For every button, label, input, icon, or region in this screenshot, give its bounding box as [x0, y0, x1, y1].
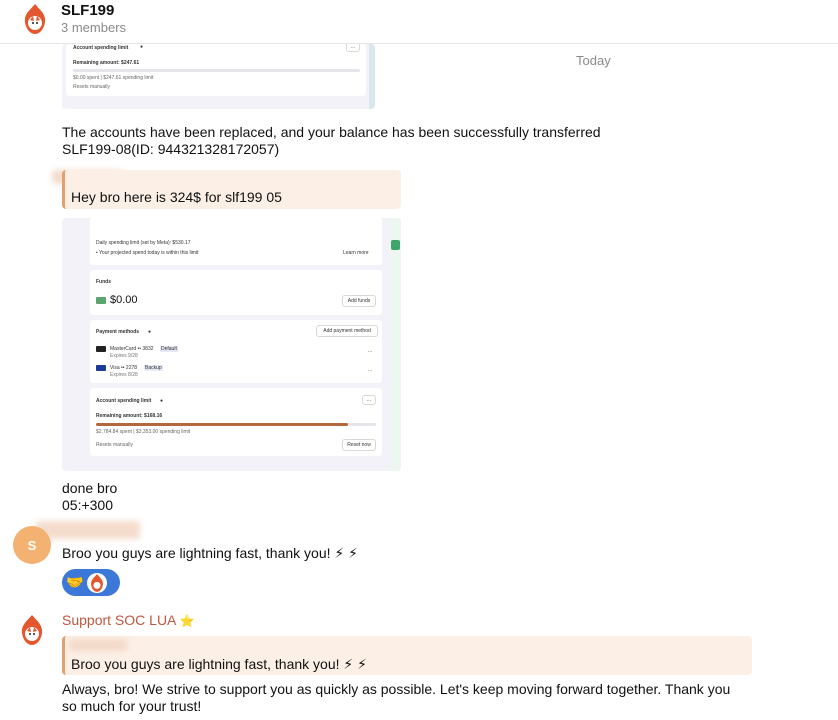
user-avatar[interactable]: S — [13, 526, 51, 564]
add-payment-button: Add payment method — [316, 325, 378, 337]
card1-menu: ... — [368, 348, 373, 354]
star-badge-icon: ⭐ — [179, 614, 195, 628]
info-icon: ● — [140, 44, 144, 50]
spent-text: $2,784.84 spent | $3,353.00 spending limit — [96, 429, 191, 435]
date-label: Today — [576, 53, 611, 68]
card1-expiry: Expires 9/28 — [110, 353, 138, 359]
quoted-text: Broo you guys are lightning fast, thank you! ⚡ ⚡ — [71, 656, 367, 672]
daily-limit-card — [90, 218, 382, 265]
reply-text: Hey bro here is 324$ for slf199 05 — [71, 189, 282, 205]
card1-badge: Default — [161, 346, 177, 352]
visa-icon — [96, 365, 106, 371]
screenshot-side-strip — [369, 44, 375, 109]
handshake-icon: 🤝 — [66, 574, 84, 590]
limit-progress-bar — [73, 69, 360, 72]
limit-title: Account spending limit — [73, 45, 129, 51]
learn-more-link: Learn more — [343, 250, 369, 256]
limit-progress-bar — [96, 423, 376, 426]
chat-header — [0, 0, 838, 44]
payment-methods-label: Payment methods — [96, 329, 140, 335]
sender-name-text: Support SOC LUA — [62, 612, 176, 628]
card2-expiry: Expires 8/28 — [110, 372, 138, 378]
blurred-sender-name — [36, 521, 140, 539]
remaining-amount: Remaining amount: $247.61 — [73, 60, 140, 66]
message-line: so much for your trust! — [62, 698, 202, 714]
daily-limit-text: Daily spending limit (set by Meta): $530.17 — [96, 240, 191, 246]
chat-title[interactable]: SLF199 — [61, 2, 115, 19]
message-line: The accounts have been replaced, and your balance has been successfully transferred — [62, 124, 601, 140]
funds-value: $0.00 — [110, 294, 138, 306]
attached-screenshot-2[interactable] — [62, 218, 401, 471]
blurred-quoted-name — [69, 639, 127, 651]
card2-badge: Backup — [145, 365, 162, 371]
projected-text: • Your projected spend today is within this limit — [96, 250, 199, 256]
message-line: SLF199-08(ID: 944321328172057) — [62, 141, 280, 157]
message-support-response — [62, 681, 730, 715]
support-sender-name[interactable] — [62, 612, 194, 628]
limit-menu-button: ... — [346, 44, 360, 52]
message-thanks: Broo you guys are lightning fast, thank you! ⚡ ⚡ — [62, 545, 358, 561]
attached-screenshot-1[interactable] — [62, 44, 375, 109]
message-line: Always, bro! We strive to support you as quickly as possible. Let's keep moving forward together. Thank you — [62, 681, 731, 697]
resets-text: Resets manually — [73, 84, 110, 90]
card2-menu: ... — [368, 367, 373, 373]
funds-label: Funds — [96, 279, 111, 285]
info-icon: ● — [148, 329, 152, 335]
members-count[interactable]: 3 members — [61, 20, 127, 35]
resets-text: Resets manually — [96, 442, 133, 448]
mastercard-icon — [96, 346, 106, 352]
cash-icon — [96, 297, 106, 304]
remaining-amount: Remaining amount: $168.16 — [96, 413, 163, 419]
green-marker — [391, 240, 400, 250]
info-icon: ● — [160, 398, 164, 404]
card1-name: MasterCard •• 3832 — [110, 346, 154, 352]
reaction-pill[interactable] — [62, 569, 120, 596]
limit-card — [66, 44, 366, 96]
limit-title: Account spending limit — [96, 398, 152, 404]
reset-now-button: Reset now — [342, 439, 376, 451]
message-done — [62, 480, 117, 514]
payment-methods-card — [90, 320, 382, 383]
message-accounts-replaced — [62, 124, 601, 158]
screenshot-side-panel — [390, 218, 401, 471]
funds-card — [90, 270, 382, 315]
spent-text: $0.00 spent | $247.61 spending limit — [73, 75, 154, 81]
add-funds-button: Add funds — [342, 295, 376, 307]
reactor-fox-avatar-icon — [87, 573, 107, 593]
limit-menu-button: ... — [362, 395, 376, 405]
group-avatar-fox-icon[interactable] — [20, 2, 50, 36]
message-line: 05:+300 — [62, 497, 113, 513]
message-line: done bro — [62, 480, 118, 496]
limit-progress-fill — [96, 423, 348, 426]
card2-name: Visa •• 2278 — [110, 365, 138, 371]
support-avatar-fox-icon[interactable] — [17, 613, 47, 647]
support-reply-quote[interactable] — [62, 636, 752, 675]
reply-quote[interactable] — [62, 170, 401, 209]
spending-limit-card — [90, 388, 382, 456]
